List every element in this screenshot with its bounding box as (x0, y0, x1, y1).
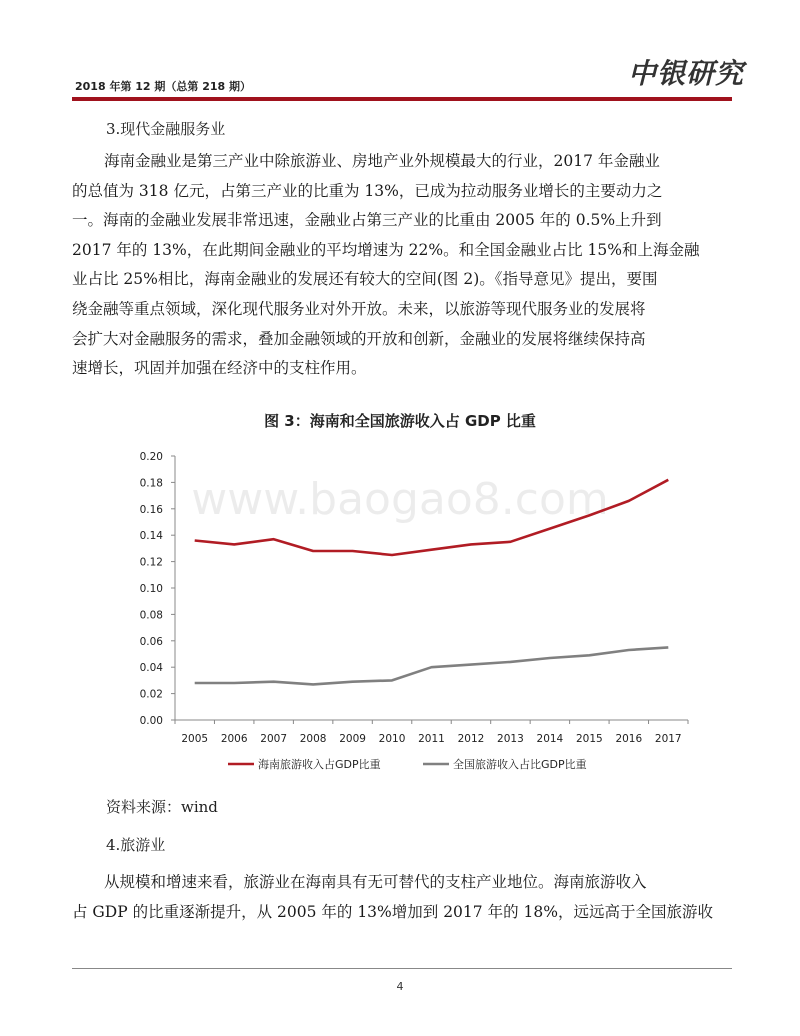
tourism-gdp-line-chart (0, 440, 800, 785)
x-tick-label: 2014 (536, 733, 564, 745)
brand-logo: 中银研究 (628, 57, 745, 90)
section-3-paragraph (72, 147, 732, 384)
x-tick-label: 2017 (654, 733, 682, 745)
section-3-heading: 3.现代金融服务业 (106, 120, 226, 138)
y-tick-label: 0.06 (139, 635, 163, 648)
x-tick-label: 2006 (220, 733, 248, 745)
legend-label: 全国旅游收入占比GDP比重 (453, 758, 587, 771)
section-4-paragraph (72, 868, 732, 927)
paragraph-line: 的总值为 318 亿元，占第三产业的比重为 13%，已成为拉动服务业增长的主要动力之 (72, 181, 663, 200)
paragraph-line: 海南金融业是第三产业中除旅游业、房地产业外规模最大的行业，2017 年金融业 (104, 152, 660, 170)
x-axis (175, 720, 688, 745)
y-tick-label: 0.00 (139, 715, 163, 727)
figure-source: 资料来源：wind (106, 798, 218, 816)
y-tick-label: 0.14 (139, 530, 163, 543)
y-tick-label: 0.10 (139, 583, 163, 595)
y-tick-label: 0.02 (139, 688, 163, 701)
paragraph-line: 占 GDP 的比重逐渐提升，从 2005 年的 13%增加到 2017 年的 18%，远远高于全国旅游收 (72, 902, 713, 921)
x-tick-label: 2012 (457, 733, 485, 745)
x-tick-label: 2007 (260, 733, 288, 745)
x-tick-label: 2011 (418, 733, 445, 745)
section-4-heading: 4.旅游业 (106, 836, 166, 854)
y-tick-label: 0.12 (139, 556, 163, 569)
issue-label: 2018 年第 12 期（总第 218 期） (75, 80, 252, 93)
paragraph-line: 2017 年的 13%，在此期间金融业的平均增速为 22%。和全国金融业占比 15%和上海金融 (72, 240, 700, 259)
y-axis (140, 451, 175, 727)
figure-title: 图 3：海南和全国旅游收入占 GDP 比重 (264, 412, 536, 430)
y-tick-label: 0.20 (139, 451, 163, 463)
paragraph-line: 绕金融等重点领域，深化现代服务业对外开放。未来，以旅游等现代服务业的发展将 (72, 299, 646, 318)
x-tick-label: 2008 (299, 733, 327, 745)
watermark: www.baogao8.com (191, 474, 609, 525)
x-tick-label: 2016 (615, 733, 643, 745)
x-tick-label: 2015 (575, 733, 603, 745)
y-tick-label: 0.04 (139, 662, 163, 675)
paragraph-line: 一。海南的金融业发展非常迅速，金融业占第三产业的比重由 2005 年的 0.5%上升到 (72, 211, 662, 230)
y-tick-label: 0.16 (139, 503, 163, 516)
y-tick-label: 0.08 (139, 609, 163, 622)
header-divider (72, 97, 732, 101)
x-tick-label: 2009 (339, 733, 366, 745)
paragraph-line: 会扩大对金融服务的需求，叠加金融领域的开放和创新，金融业的发展将继续保持高 (72, 329, 646, 348)
footer-divider (72, 968, 732, 969)
x-tick-label: 2013 (497, 733, 524, 745)
paragraph-line: 从规模和增速来看，旅游业在海南具有无可替代的支柱产业地位。海南旅游收入 (104, 873, 647, 891)
legend-label: 海南旅游收入占GDP比重 (258, 758, 381, 771)
paragraph-line: 速增长，巩固并加强在经济中的支柱作用。 (72, 359, 367, 378)
x-tick-label: 2010 (378, 733, 406, 745)
paragraph-line: 业占比 25%相比，海南金融业的发展还有较大的空间(图 2)。《指导意见》提出，要围 (72, 270, 658, 289)
y-tick-label: 0.18 (139, 477, 163, 490)
page-number: 4 (396, 980, 404, 993)
chart-legend (228, 757, 587, 771)
x-tick-label: 2005 (181, 733, 209, 745)
series-line-1 (195, 647, 669, 684)
